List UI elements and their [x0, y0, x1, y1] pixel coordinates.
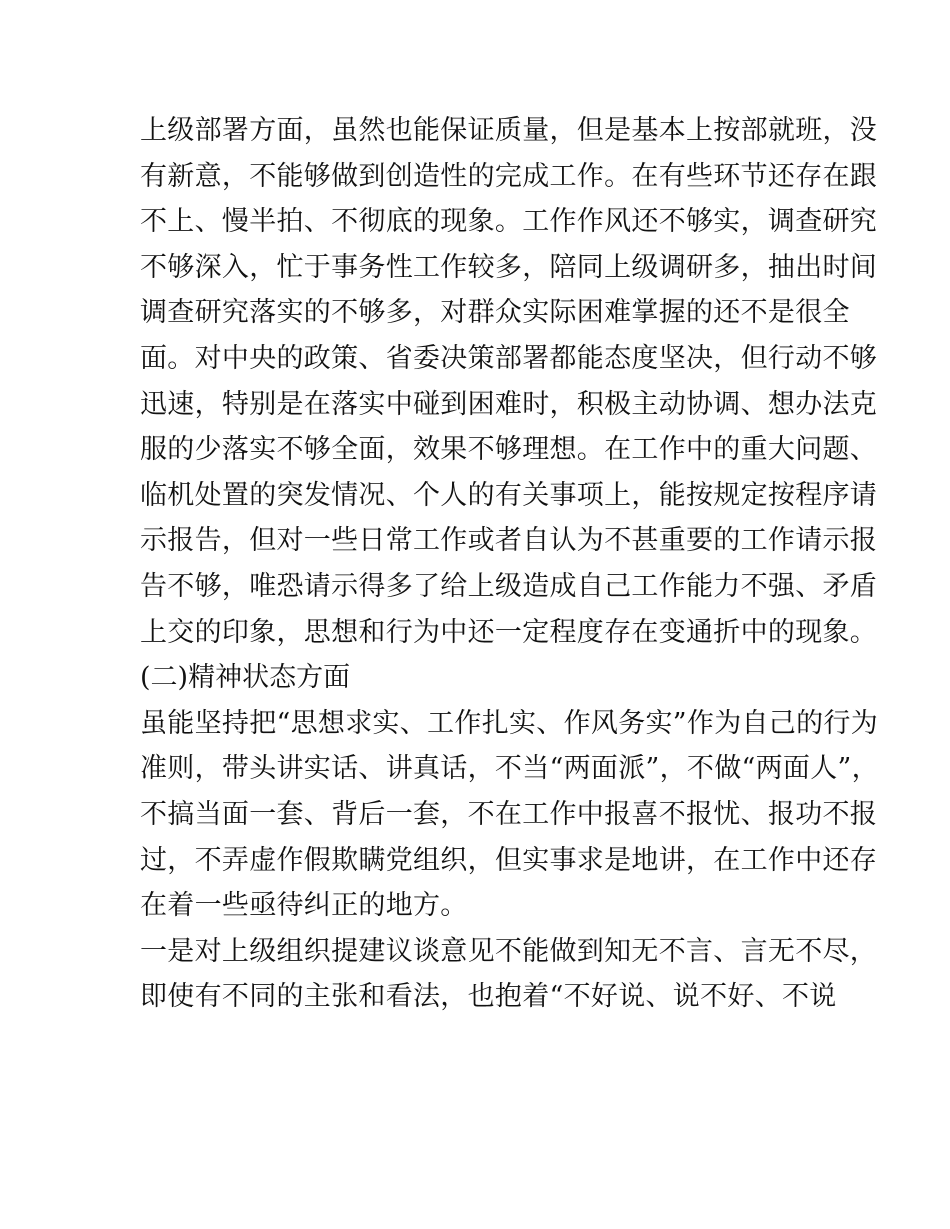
- text-line: 不够深入，忙于事务性工作较多，陪同上级调研多，抽出时间: [140, 251, 878, 283]
- text-line: 不搞当面一套、背后一套，不在工作中报喜不报忧、报功不报: [140, 798, 878, 830]
- text-line: 不上、慢半拍、不彻底的现象。工作作风还不够实，调查研究: [140, 206, 878, 238]
- text-line: 虽能坚持把“思想求实、工作扎实、作风务实”作为自己的行为: [140, 707, 879, 739]
- text-line: 服的少落实不够全面，效果不够理想。在工作中的重大问题、: [140, 434, 878, 466]
- text-line: 准则，带头讲实话、讲真话，不当“两面派”，不做“两面人”，: [140, 753, 879, 785]
- text-line: 在着一些亟待纠正的地方。: [140, 890, 468, 922]
- document-body: [140, 108, 879, 1020]
- text-line: 临机处置的突发情况、个人的有关事项上，能按规定按程序请: [140, 479, 878, 511]
- text-line: 调查研究落实的不够多，对群众实际困难掌握的还不是很全: [140, 297, 850, 329]
- text-line: 一是对上级组织提建议谈意见不能做到知无不言、言无不尽，: [140, 935, 878, 967]
- text-line: 即使有不同的主张和看法，也抱着“不好说、说不好、不说: [140, 981, 837, 1013]
- text-line: 示报告，但对一些日常工作或者自认为不甚重要的工作请示报: [140, 525, 878, 557]
- text-line: 迅速，特别是在落实中碰到困难时，积极主动协调、想办法克: [140, 388, 878, 420]
- text-line: 上级部署方面，虽然也能保证质量，但是基本上按部就班，没: [140, 115, 878, 146]
- text-line: 过，不弄虚作假欺瞒党组织，但实事求是地讲，在工作中还存: [140, 844, 878, 876]
- text-line: 上交的印象，思想和行为中还一定程度存在变通折中的现象。: [140, 616, 878, 648]
- section-heading: (二)精神状态方面: [140, 662, 351, 694]
- text-line: 面。对中央的政策、省委决策部署都能态度坚决，但行动不够: [140, 342, 878, 374]
- text-line: 有新意，不能够做到创造性的完成工作。在有些环节还存在跟: [140, 160, 878, 192]
- text-line: 告不够，唯恐请示得多了给上级造成自己工作能力不强、矛盾: [140, 570, 878, 602]
